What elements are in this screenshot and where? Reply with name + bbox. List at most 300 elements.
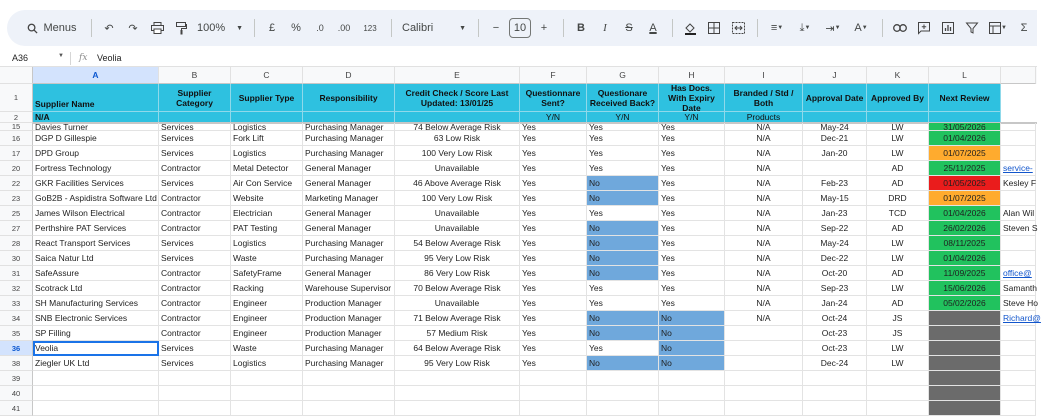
- cell-k[interactable]: LW: [867, 146, 929, 161]
- zoom-select[interactable]: [194, 16, 246, 40]
- cell-a[interactable]: [33, 371, 159, 386]
- cell-b[interactable]: Contractor: [159, 311, 231, 326]
- cell-i[interactable]: N/A: [725, 296, 803, 311]
- cell-h[interactable]: Yes: [659, 281, 725, 296]
- cell-b[interactable]: [159, 386, 231, 401]
- cell-h[interactable]: [659, 401, 725, 416]
- cell-k[interactable]: [867, 371, 929, 386]
- cell-j[interactable]: Dec-21: [803, 131, 867, 146]
- cell-j[interactable]: Sep-23: [803, 281, 867, 296]
- header-cell-f[interactable]: Questionnare Sent?: [520, 84, 587, 112]
- cell-l[interactable]: 26/02/2026: [929, 221, 1001, 236]
- cell-l[interactable]: 01/07/2025: [929, 191, 1001, 206]
- cell-k[interactable]: DRD: [867, 191, 929, 206]
- column-header-e[interactable]: E: [395, 67, 520, 84]
- cell-g[interactable]: [587, 371, 659, 386]
- cell-l[interactable]: [929, 401, 1001, 416]
- cell-e[interactable]: 100 Very Low Risk: [395, 146, 520, 161]
- cell-m[interactable]: [1001, 123, 1036, 131]
- column-header-h[interactable]: H: [659, 67, 725, 84]
- cell-b[interactable]: Contractor: [159, 266, 231, 281]
- cell-h[interactable]: No: [659, 311, 725, 326]
- column-header-l[interactable]: L: [929, 67, 1001, 84]
- cell-l[interactable]: 08/11/2025: [929, 236, 1001, 251]
- cell-k[interactable]: JS: [867, 326, 929, 341]
- cell-c[interactable]: Metal Detector: [231, 161, 303, 176]
- cell-c[interactable]: SafetyFrame: [231, 266, 303, 281]
- cell-l[interactable]: [929, 326, 1001, 341]
- column-header-i[interactable]: I: [725, 67, 803, 84]
- cell-b[interactable]: Contractor: [159, 191, 231, 206]
- header-cell-h[interactable]: Has Docs. With Expiry Date: [659, 84, 725, 112]
- cell-h[interactable]: No: [659, 356, 725, 371]
- cell-l[interactable]: [929, 341, 1001, 356]
- functions-button[interactable]: Σ: [1020, 22, 1028, 34]
- cell-g[interactable]: Yes: [587, 281, 659, 296]
- cell-g[interactable]: Yes: [587, 146, 659, 161]
- row-header-36[interactable]: 36: [0, 341, 33, 356]
- row-header-22[interactable]: 22: [0, 176, 33, 191]
- horizontal-align-icon[interactable]: ≡ ▼: [770, 22, 784, 34]
- name-box[interactable]: [0, 53, 70, 63]
- cell-j[interactable]: Feb-23: [803, 176, 867, 191]
- cell-g[interactable]: Yes: [587, 123, 659, 131]
- bold-button[interactable]: B: [577, 22, 585, 34]
- cell-d[interactable]: Purchasing Manager: [303, 146, 395, 161]
- cell-l[interactable]: 01/04/2026: [929, 206, 1001, 221]
- cell-d[interactable]: General Manager: [303, 206, 395, 221]
- row-header-28[interactable]: 28: [0, 236, 33, 251]
- cell-m[interactable]: [1001, 251, 1036, 266]
- cell-k[interactable]: TCD: [867, 206, 929, 221]
- cell-b[interactable]: Contractor: [159, 206, 231, 221]
- cell-g[interactable]: Yes: [587, 341, 659, 356]
- cell-g[interactable]: No: [587, 326, 659, 341]
- cell-b[interactable]: Contractor: [159, 281, 231, 296]
- cell-c[interactable]: Engineer: [231, 326, 303, 341]
- cell-k[interactable]: AD: [867, 161, 929, 176]
- cell-a[interactable]: SH Manufacturing Services: [33, 296, 159, 311]
- cell-f[interactable]: Yes: [520, 161, 587, 176]
- cell-e[interactable]: 46 Above Average Risk: [395, 176, 520, 191]
- row-header-39[interactable]: 39: [0, 371, 33, 386]
- cell-h[interactable]: Yes: [659, 206, 725, 221]
- cell-m[interactable]: Samanth: [1001, 281, 1036, 296]
- row-header-25[interactable]: 25: [0, 206, 33, 221]
- column-header-m[interactable]: [1001, 67, 1036, 84]
- cell-e[interactable]: 70 Below Average Risk: [395, 281, 520, 296]
- cell-g[interactable]: No: [587, 221, 659, 236]
- font-select[interactable]: [398, 16, 470, 40]
- column-header-g[interactable]: G: [587, 67, 659, 84]
- row-header-1[interactable]: 1: [0, 84, 33, 112]
- header-cell-b[interactable]: Supplier Category: [159, 84, 231, 112]
- filter-views-icon[interactable]: ▼: [985, 16, 1011, 40]
- cell-l[interactable]: [929, 371, 1001, 386]
- cell-k[interactable]: AD: [867, 176, 929, 191]
- cell-i[interactable]: N/A: [725, 281, 803, 296]
- cell-a[interactable]: GKR Facilities Services: [33, 176, 159, 191]
- row-header-16[interactable]: 16: [0, 131, 33, 146]
- subheader-cell-a[interactable]: N/A: [33, 112, 159, 123]
- cell-a[interactable]: DGP D Gillespie: [33, 131, 159, 146]
- cell-c[interactable]: Logistics: [231, 356, 303, 371]
- vertical-align-icon[interactable]: ⤓ ▼: [799, 21, 811, 34]
- cell-i[interactable]: N/A: [725, 236, 803, 251]
- currency-format-button[interactable]: £: [268, 22, 276, 34]
- column-header-d[interactable]: D: [303, 67, 395, 84]
- cell-l[interactable]: [929, 311, 1001, 326]
- cell-g[interactable]: Yes: [587, 131, 659, 146]
- cell-i[interactable]: N/A: [725, 266, 803, 281]
- cell-l[interactable]: 01/07/2025: [929, 146, 1001, 161]
- cell-m[interactable]: [1001, 326, 1036, 341]
- cell-l[interactable]: 15/06/2026: [929, 281, 1001, 296]
- cell-c[interactable]: Air Con Service: [231, 176, 303, 191]
- cell-a[interactable]: DPD Group: [33, 146, 159, 161]
- formula-input[interactable]: Veolia: [97, 53, 122, 63]
- subheader-cell-g[interactable]: Y/N: [587, 112, 659, 123]
- cell-g[interactable]: No: [587, 176, 659, 191]
- italic-button[interactable]: I: [603, 22, 607, 34]
- cell-d[interactable]: [303, 386, 395, 401]
- cell-a[interactable]: Ziegler UK Ltd: [33, 356, 159, 371]
- cell-l[interactable]: [929, 356, 1001, 371]
- cell-b[interactable]: [159, 401, 231, 416]
- cell-i[interactable]: N/A: [725, 131, 803, 146]
- cell-e[interactable]: 57 Medium Risk: [395, 326, 520, 341]
- cell-i[interactable]: N/A: [725, 146, 803, 161]
- row-header-38[interactable]: 38: [0, 356, 33, 371]
- cell-f[interactable]: Yes: [520, 191, 587, 206]
- cell-m[interactable]: [1001, 401, 1036, 416]
- cell-m[interactable]: [1001, 341, 1036, 356]
- cell-m[interactable]: [1001, 386, 1036, 401]
- text-wrap-icon[interactable]: ⇥ ▼: [825, 22, 841, 35]
- cell-i[interactable]: N/A: [725, 176, 803, 191]
- cell-e[interactable]: [395, 401, 520, 416]
- cell-g[interactable]: Yes: [587, 296, 659, 311]
- cell-c[interactable]: Engineer: [231, 296, 303, 311]
- cell-f[interactable]: Yes: [520, 296, 587, 311]
- cell-b[interactable]: Contractor: [159, 326, 231, 341]
- cell-i[interactable]: [725, 356, 803, 371]
- cell-j[interactable]: Oct-23: [803, 341, 867, 356]
- row-header-31[interactable]: 31: [0, 266, 33, 281]
- subheader-cell-i[interactable]: Products: [725, 112, 803, 123]
- row-header-30[interactable]: 30: [0, 251, 33, 266]
- subheader-cell-f[interactable]: Y/N: [520, 112, 587, 123]
- cell-e[interactable]: Unavailable: [395, 206, 520, 221]
- cell-k[interactable]: AD: [867, 266, 929, 281]
- cell-g[interactable]: No: [587, 236, 659, 251]
- insert-chart-icon[interactable]: [937, 16, 959, 40]
- cell-f[interactable]: Yes: [520, 281, 587, 296]
- column-header-a[interactable]: A: [33, 67, 159, 84]
- cell-c[interactable]: Logistics: [231, 123, 303, 131]
- fill-color-icon[interactable]: [679, 16, 701, 40]
- cell-j[interactable]: [803, 371, 867, 386]
- cell-e[interactable]: 54 Below Average Risk: [395, 236, 520, 251]
- cell-k[interactable]: LW: [867, 251, 929, 266]
- cell-g[interactable]: No: [587, 356, 659, 371]
- cell-d[interactable]: General Manager: [303, 161, 395, 176]
- cell-a[interactable]: React Transport Services: [33, 236, 159, 251]
- cell-f[interactable]: Yes: [520, 221, 587, 236]
- redo-icon[interactable]: ↷: [128, 22, 138, 35]
- cell-j[interactable]: Jan-20: [803, 146, 867, 161]
- column-header-c[interactable]: C: [231, 67, 303, 84]
- cell-h[interactable]: Yes: [659, 191, 725, 206]
- header-cell-k[interactable]: Approved By: [867, 84, 929, 112]
- cell-f[interactable]: Yes: [520, 266, 587, 281]
- borders-icon[interactable]: [703, 16, 725, 40]
- insert-link-icon[interactable]: [889, 16, 911, 40]
- cell-i[interactable]: N/A: [725, 206, 803, 221]
- cell-m[interactable]: office@: [1001, 266, 1036, 281]
- strikethrough-button[interactable]: S: [625, 22, 633, 34]
- cell-f[interactable]: Yes: [520, 176, 587, 191]
- font-size-input[interactable]: 10: [509, 18, 531, 38]
- decrease-decimal-button[interactable]: .0: [316, 23, 324, 33]
- increase-decimal-button[interactable]: .00: [337, 23, 351, 33]
- cell-k[interactable]: [867, 401, 929, 416]
- cell-h[interactable]: Yes: [659, 266, 725, 281]
- row-header-35[interactable]: 35: [0, 326, 33, 341]
- cell-e[interactable]: 63 Low Risk: [395, 131, 520, 146]
- cell-l[interactable]: 05/02/2026: [929, 296, 1001, 311]
- cell-l[interactable]: 01/04/2026: [929, 131, 1001, 146]
- cell-j[interactable]: Sep-22: [803, 221, 867, 236]
- cell-k[interactable]: LW: [867, 236, 929, 251]
- cell-e[interactable]: 86 Very Low Risk: [395, 266, 520, 281]
- cell-h[interactable]: Yes: [659, 176, 725, 191]
- row-header-27[interactable]: 27: [0, 221, 33, 236]
- header-cell-e[interactable]: Credit Check / Score Last Updated: 13/01/25: [395, 84, 520, 112]
- cell-d[interactable]: Purchasing Manager: [303, 131, 395, 146]
- cell-e[interactable]: Unavailable: [395, 221, 520, 236]
- cell-i[interactable]: [725, 371, 803, 386]
- cell-a[interactable]: GoB2B - Aspidistra Software Ltd: [33, 191, 159, 206]
- cell-a[interactable]: Saica Natur Ltd: [33, 251, 159, 266]
- cell-m[interactable]: Richard@: [1001, 311, 1036, 326]
- cell-e[interactable]: 95 Very Low Risk: [395, 251, 520, 266]
- cell-h[interactable]: Yes: [659, 131, 725, 146]
- cell-j[interactable]: Dec-22: [803, 251, 867, 266]
- cell-c[interactable]: [231, 386, 303, 401]
- cell-j[interactable]: May-24: [803, 236, 867, 251]
- cell-f[interactable]: Yes: [520, 206, 587, 221]
- cell-j[interactable]: May-24: [803, 123, 867, 131]
- column-header-k[interactable]: K: [867, 67, 929, 84]
- row-header-33[interactable]: 33: [0, 296, 33, 311]
- print-icon[interactable]: [146, 16, 168, 40]
- row-header-41[interactable]: 41: [0, 401, 33, 416]
- cell-i[interactable]: N/A: [725, 191, 803, 206]
- cell-h[interactable]: Yes: [659, 146, 725, 161]
- increase-font-size-button[interactable]: +: [540, 22, 548, 34]
- cell-e[interactable]: [395, 371, 520, 386]
- cell-m[interactable]: Steve Ho: [1001, 296, 1036, 311]
- cell-i[interactable]: [725, 401, 803, 416]
- cell-e[interactable]: 100 Very Low Risk: [395, 191, 520, 206]
- cell-c[interactable]: Racking: [231, 281, 303, 296]
- cell-d[interactable]: General Manager: [303, 266, 395, 281]
- cell-h[interactable]: Yes: [659, 251, 725, 266]
- cell-j[interactable]: Jan-23: [803, 206, 867, 221]
- cell-f[interactable]: Yes: [520, 341, 587, 356]
- cell-f[interactable]: Yes: [520, 251, 587, 266]
- cell-d[interactable]: Production Manager: [303, 311, 395, 326]
- cell-g[interactable]: Yes: [587, 206, 659, 221]
- cell-f[interactable]: [520, 401, 587, 416]
- cell-k[interactable]: LW: [867, 123, 929, 131]
- row-header-15[interactable]: 15: [0, 123, 33, 131]
- cell-d[interactable]: Purchasing Manager: [303, 251, 395, 266]
- row-header-23[interactable]: 23: [0, 191, 33, 206]
- text-rotation-icon[interactable]: A ▼: [854, 22, 868, 34]
- cell-l[interactable]: 31/05/2026: [929, 123, 1001, 131]
- cell-a[interactable]: James Wilson Electrical: [33, 206, 159, 221]
- cell-i[interactable]: N/A: [725, 311, 803, 326]
- cell-d[interactable]: Marketing Manager: [303, 191, 395, 206]
- cell-c[interactable]: Electrician: [231, 206, 303, 221]
- cell-d[interactable]: Warehouse Supervisor: [303, 281, 395, 296]
- cell-j[interactable]: Dec-24: [803, 356, 867, 371]
- cell-c[interactable]: Logistics: [231, 146, 303, 161]
- insert-comment-icon[interactable]: [913, 16, 935, 40]
- cell-c[interactable]: [231, 371, 303, 386]
- cell-g[interactable]: No: [587, 311, 659, 326]
- cell-m[interactable]: service-: [1001, 161, 1036, 176]
- cell-h[interactable]: Yes: [659, 161, 725, 176]
- cell-c[interactable]: Logistics: [231, 236, 303, 251]
- cell-b[interactable]: Services: [159, 236, 231, 251]
- cell-a[interactable]: [33, 401, 159, 416]
- cell-k[interactable]: AD: [867, 296, 929, 311]
- cell-j[interactable]: May-15: [803, 191, 867, 206]
- cell-b[interactable]: Services: [159, 123, 231, 131]
- cell-b[interactable]: Services: [159, 356, 231, 371]
- cell-b[interactable]: Services: [159, 341, 231, 356]
- column-header-j[interactable]: J: [803, 67, 867, 84]
- cell-d[interactable]: [303, 371, 395, 386]
- cell-b[interactable]: Services: [159, 251, 231, 266]
- row-header-32[interactable]: 32: [0, 281, 33, 296]
- cell-b[interactable]: Services: [159, 146, 231, 161]
- cell-h[interactable]: Yes: [659, 221, 725, 236]
- cell-d[interactable]: [303, 401, 395, 416]
- cell-j[interactable]: Oct-23: [803, 326, 867, 341]
- cell-j[interactable]: [803, 161, 867, 176]
- cell-m[interactable]: Alan Wil: [1001, 206, 1036, 221]
- row-header-2[interactable]: 2: [0, 112, 33, 123]
- cell-a[interactable]: Davies Turner: [33, 123, 159, 131]
- filter-icon[interactable]: [961, 16, 983, 40]
- row-header-20[interactable]: 20: [0, 161, 33, 176]
- cell-e[interactable]: Unavailable: [395, 296, 520, 311]
- cell-b[interactable]: Services: [159, 176, 231, 191]
- cell-k[interactable]: LW: [867, 131, 929, 146]
- cell-d[interactable]: General Manager: [303, 221, 395, 236]
- undo-icon[interactable]: ↶: [104, 22, 114, 35]
- cell-c[interactable]: Engineer: [231, 311, 303, 326]
- cell-d[interactable]: Purchasing Manager: [303, 356, 395, 371]
- select-all-corner[interactable]: [0, 67, 33, 84]
- cell-m[interactable]: Steven S: [1001, 221, 1036, 236]
- cell-f[interactable]: [520, 386, 587, 401]
- cell-d[interactable]: General Manager: [303, 176, 395, 191]
- number-format-button[interactable]: 123: [363, 23, 377, 33]
- cell-a[interactable]: SafeAssure: [33, 266, 159, 281]
- cell-f[interactable]: Yes: [520, 356, 587, 371]
- column-header-f[interactable]: F: [520, 67, 587, 84]
- cell-h[interactable]: [659, 371, 725, 386]
- cell-b[interactable]: Contractor: [159, 296, 231, 311]
- cell-a[interactable]: [33, 386, 159, 401]
- cell-i[interactable]: N/A: [725, 221, 803, 236]
- cell-e[interactable]: 95 Very Low Risk: [395, 356, 520, 371]
- cell-h[interactable]: No: [659, 341, 725, 356]
- cell-e[interactable]: 74 Below Average Risk: [395, 123, 520, 131]
- cell-k[interactable]: AD: [867, 221, 929, 236]
- cell-c[interactable]: Waste: [231, 251, 303, 266]
- column-header-b[interactable]: B: [159, 67, 231, 84]
- cell-i[interactable]: [725, 326, 803, 341]
- cell-j[interactable]: Oct-20: [803, 266, 867, 281]
- decrease-font-size-button[interactable]: −: [492, 22, 500, 34]
- cell-k[interactable]: LW: [867, 341, 929, 356]
- cell-h[interactable]: Yes: [659, 236, 725, 251]
- header-cell-l[interactable]: Next Review: [929, 84, 1001, 112]
- cell-k[interactable]: JS: [867, 311, 929, 326]
- cell-c[interactable]: Fork Lift: [231, 131, 303, 146]
- cell-l[interactable]: 25/11/2025: [929, 161, 1001, 176]
- cell-b[interactable]: Contractor: [159, 221, 231, 236]
- cell-d[interactable]: Production Manager: [303, 326, 395, 341]
- text-color-button[interactable]: A: [649, 22, 657, 34]
- cell-j[interactable]: Oct-24: [803, 311, 867, 326]
- cell-f[interactable]: Yes: [520, 326, 587, 341]
- cell-h[interactable]: [659, 386, 725, 401]
- paint-format-icon[interactable]: [170, 16, 192, 40]
- cell-d[interactable]: Purchasing Manager: [303, 123, 395, 131]
- cell-g[interactable]: [587, 386, 659, 401]
- cell-e[interactable]: Unavailable: [395, 161, 520, 176]
- cell-k[interactable]: LW: [867, 356, 929, 371]
- cell-d[interactable]: Purchasing Manager: [303, 236, 395, 251]
- cell-d[interactable]: Production Manager: [303, 296, 395, 311]
- merge-cells-icon[interactable]: [727, 16, 749, 40]
- cell-j[interactable]: Jan-24: [803, 296, 867, 311]
- cell-l[interactable]: 01/05/2025: [929, 176, 1001, 191]
- cell-f[interactable]: [520, 371, 587, 386]
- cell-k[interactable]: LW: [867, 281, 929, 296]
- subheader-cell-h[interactable]: Y/N: [659, 112, 725, 123]
- cell-c[interactable]: PAT Testing: [231, 221, 303, 236]
- cell-i[interactable]: [725, 341, 803, 356]
- cell-e[interactable]: 71 Below Average Risk: [395, 311, 520, 326]
- header-cell-d[interactable]: Responsibility: [303, 84, 395, 112]
- cell-k[interactable]: [867, 386, 929, 401]
- cell-e[interactable]: [395, 386, 520, 401]
- cell-h[interactable]: Yes: [659, 123, 725, 131]
- cell-l[interactable]: [929, 386, 1001, 401]
- cell-a[interactable]: Scotrack Ltd: [33, 281, 159, 296]
- cell-f[interactable]: Yes: [520, 146, 587, 161]
- cell-a[interactable]: SP Filling: [33, 326, 159, 341]
- search-menus-button[interactable]: [21, 16, 83, 40]
